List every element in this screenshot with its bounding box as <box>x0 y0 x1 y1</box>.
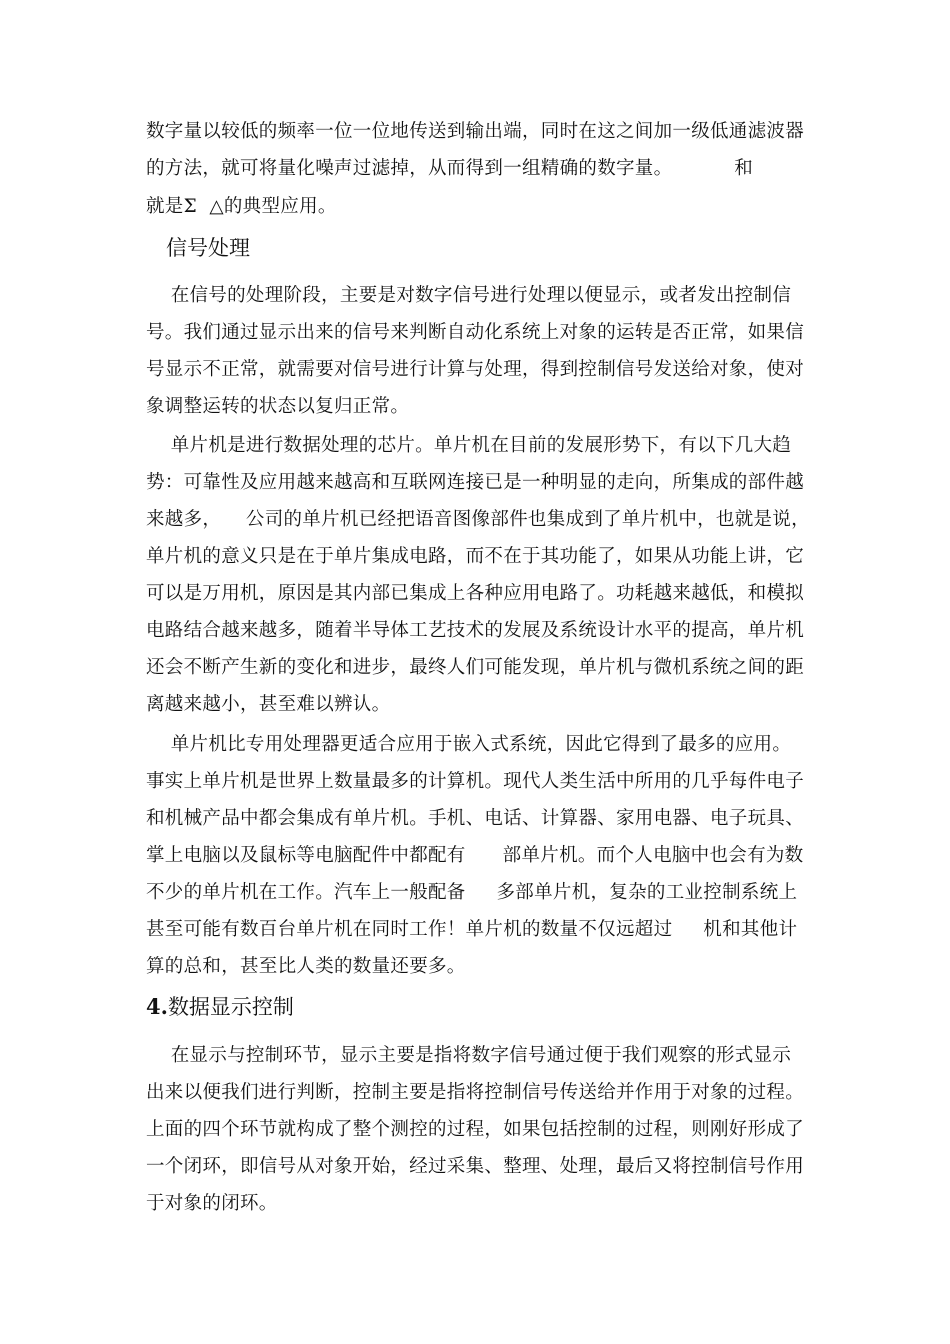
section-title: 数据显示控制 <box>167 995 294 1019</box>
text-line: 象调整运转的状态以复归正常。 <box>146 396 410 417</box>
text-line: 来越多， 公司的单片机已经把语音图像部件也集成到了单片机中，也就是说， <box>146 509 810 530</box>
text-line: 数字量以较低的频率一位一位地传送到输出端，同时在这之间加一级低通滤波器 <box>146 121 805 142</box>
text-line: 上面的四个环节就构成了整个测控的过程，如果包括控制的过程，则刚好形成了 <box>146 1119 805 1140</box>
text-line: 事实上单片机是世界上数量最多的计算机。现代人类生活中所用的几乎每件电子 <box>146 771 805 792</box>
section-heading-signal: 信号处理 <box>166 236 250 260</box>
text-line: 算的总和，甚至比人类的数量还要多。 <box>146 956 466 977</box>
text-line: 在信号的处理阶段，主要是对数字信号进行处理以便显示，或者发出控制信 <box>146 285 792 306</box>
text-line: 还会不断产生新的变化和进步，最终人们可能发现，单片机与微机系统之间的距 <box>146 657 805 678</box>
text-line: 离越来越小，甚至难以辨认。 <box>146 694 391 715</box>
text-line: 一个闭环，即信号从对象开始，经过采集、整理、处理，最后又将控制信号作用 <box>146 1156 805 1177</box>
text-line: 电路结合越来越多，随着半导体工艺技术的发展及系统设计水平的提高，单片机 <box>146 620 805 641</box>
text-line: 甚至可能有数百台单片机在同时工作！单片机的数量不仅远超过 机和其他计 <box>146 919 798 940</box>
section-heading-display <box>146 993 294 1021</box>
text-line: 的方法，就可将量化噪声过滤掉，从而得到一组精确的数字量。 和 <box>146 158 754 179</box>
text-line: 不少的单片机在工作。汽车上一般配备 多部单片机，复杂的工业控制系统上 <box>146 882 798 903</box>
text-line: 可以是万用机，原因是其内部已集成上各种应用电路了。功耗越来越低，和模拟 <box>146 583 805 604</box>
text-line: 单片机比专用处理器更适合应用于嵌入式系统，因此它得到了最多的应用。 <box>146 734 792 755</box>
text-line: 单片机是进行数据处理的芯片。单片机在目前的发展形势下，有以下几大趋 <box>146 435 792 456</box>
text-line: 于对象的闭环。 <box>146 1193 278 1214</box>
text-line: 出来以便我们进行判断，控制主要是指将控制信号传送给并作用于对象的过程。 <box>146 1082 805 1103</box>
text-line: 单片机的意义只是在于单片集成电路，而不在于其功能了，如果从功能上讲，它 <box>146 546 805 567</box>
text-line: 号。我们通过显示出来的信号来判断自动化系统上对象的运转是否正常，如果信 <box>146 322 805 343</box>
text-line: 势：可靠性及应用越来越高和互联网连接已是一种明显的走向，所集成的部件越 <box>146 472 805 493</box>
text-line: 就是Σ △的典型应用。 <box>146 196 337 217</box>
text-line: 和机械产品中都会集成有单片机。手机、电话、计算器、家用电器、电子玩具、 <box>146 808 805 829</box>
section-number: 4. <box>146 994 168 1019</box>
text-line: 号显示不正常，就需要对信号进行计算与处理，得到控制信号发送给对象，使对 <box>146 359 805 380</box>
text-line: 掌上电脑以及鼠标等电脑配件中都配有 部单片机。而个人电脑中也会有为数 <box>146 845 804 866</box>
text-line: 在显示与控制环节，显示主要是指将数字信号通过便于我们观察的形式显示 <box>146 1045 792 1066</box>
